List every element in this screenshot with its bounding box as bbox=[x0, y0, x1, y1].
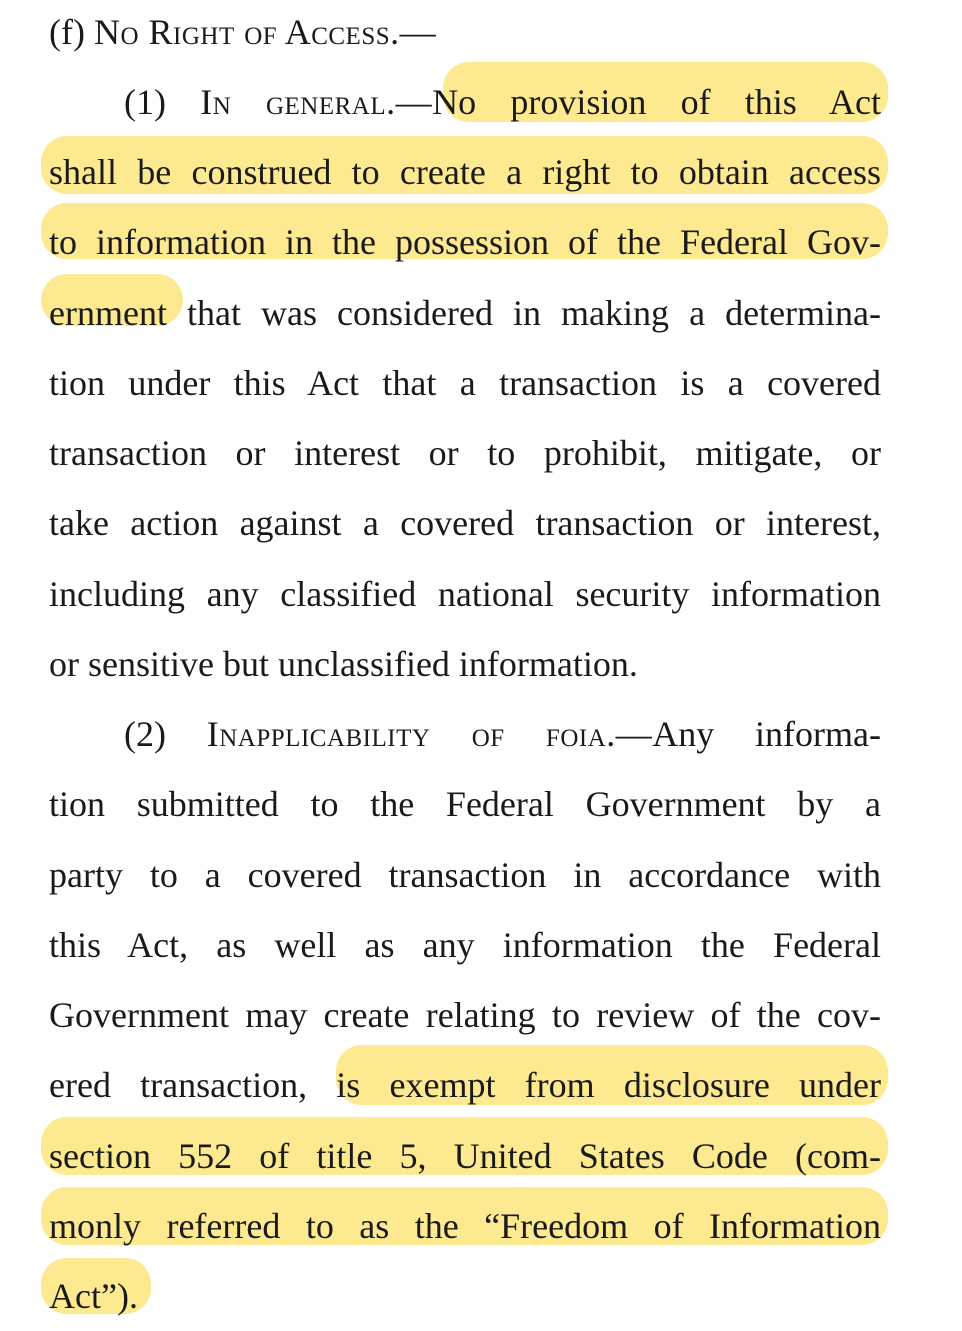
text-line-content: including any classified national security information bbox=[49, 574, 881, 614]
text-line-content: transaction or interest or to prohibit, mitigate, or bbox=[49, 433, 881, 473]
text-line-content: section 552 of title 5, United States Code (com- bbox=[49, 1136, 881, 1176]
text-line-content: tion submitted to the Federal Government by a bbox=[49, 784, 881, 824]
paragraph-1-number: (1) bbox=[124, 82, 166, 122]
section-heading bbox=[49, 0, 436, 67]
text-line-content: ernment that was considered in making a determina- bbox=[49, 293, 881, 333]
text-line: Any informa- bbox=[652, 714, 882, 754]
text-line bbox=[49, 488, 881, 558]
text-line-content: monly referred to as the “Freedom of Information bbox=[49, 1206, 881, 1246]
text-line bbox=[49, 1261, 881, 1331]
text-line-content: Government may create relating to review of the cov- bbox=[49, 995, 881, 1035]
paragraph-2-first-line bbox=[124, 699, 881, 769]
text-line-content: Act”). bbox=[49, 1276, 138, 1316]
text-line bbox=[49, 769, 881, 839]
text-line bbox=[49, 1050, 881, 1120]
text-line bbox=[49, 418, 881, 488]
section-heading-text: No Right of Access.— bbox=[93, 12, 437, 52]
section-designator: (f) bbox=[49, 12, 85, 52]
text-line bbox=[49, 278, 881, 348]
text-line bbox=[49, 559, 881, 629]
paragraph-2-number: (2) bbox=[124, 714, 166, 754]
text-line-content: tion under this Act that a transaction is a covered bbox=[49, 363, 881, 403]
text-line bbox=[49, 137, 881, 207]
text-line-content: this Act, as well as any information the Federal bbox=[49, 925, 881, 965]
paragraph-1-heading: In general.— bbox=[200, 82, 433, 122]
text-line-content: to information in the possession of the Federal Gov- bbox=[49, 222, 881, 262]
text-line-content: take action against a covered transaction or interest, bbox=[49, 503, 881, 543]
text-line bbox=[49, 629, 881, 699]
paragraph-1-first-line bbox=[124, 67, 881, 137]
paragraph-2-heading: Inapplicability of foia.— bbox=[206, 714, 653, 754]
text-line bbox=[49, 1121, 881, 1191]
text-line bbox=[49, 348, 881, 418]
text-line bbox=[49, 1191, 881, 1261]
text-line-content: ered transaction, is exempt from disclosure under bbox=[49, 1065, 881, 1105]
text-line bbox=[49, 840, 881, 910]
text-line: No provision of this Act bbox=[432, 82, 881, 122]
text-line-content: or sensitive but unclassified information. bbox=[49, 644, 638, 684]
text-line-content: party to a covered transaction in accordance with bbox=[49, 855, 881, 895]
text-line bbox=[49, 207, 881, 277]
text-line-content: shall be construed to create a right to obtain access bbox=[49, 152, 881, 192]
text-line bbox=[49, 910, 881, 980]
text-line bbox=[49, 980, 881, 1050]
